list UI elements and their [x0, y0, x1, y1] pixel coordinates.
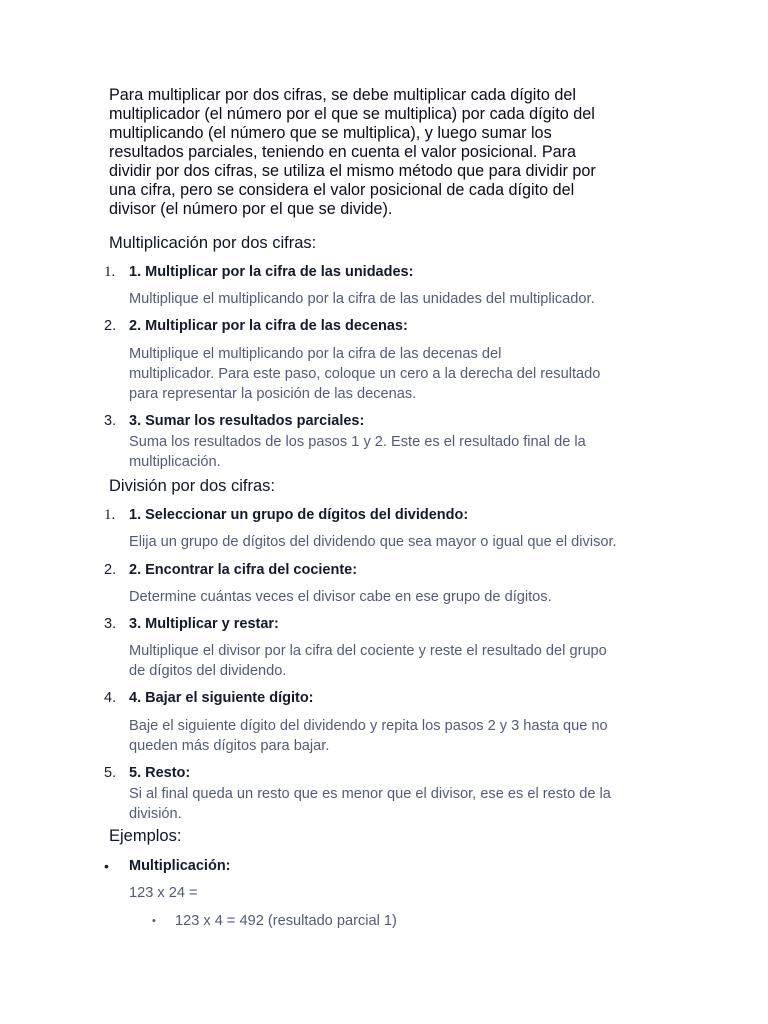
- step-title: 1. Multiplicar por la cifra de las unidades:: [129, 264, 414, 280]
- list-number: 3.: [104, 616, 117, 632]
- multiplication-heading: Multiplicación por dos cifras:: [109, 234, 317, 252]
- desc-line: Si al final queda un resto que es menor que el divisor, ese es el resto de la: [129, 786, 611, 802]
- step-description: [129, 641, 659, 681]
- step-title: 2. Encontrar la cifra del cociente:: [129, 562, 358, 578]
- step-title: 4. Bajar el siguiente dígito:: [129, 690, 314, 706]
- step-description: [129, 716, 659, 756]
- intro-line: multiplicador (el número por el que se multiplica) por cada dígito del: [109, 105, 595, 123]
- intro-line: dividir por dos cifras, se utiliza el mismo método que para dividir por: [109, 162, 596, 180]
- step-title: 3. Multiplicar y restar:: [129, 616, 279, 632]
- step-title: 5. Resto:: [129, 765, 191, 781]
- step-description: [129, 344, 659, 404]
- list-number: 4.: [104, 690, 117, 706]
- bullet-marker: •: [104, 858, 109, 874]
- desc-line: queden más dígitos para bajar.: [129, 738, 330, 754]
- intro-paragraph: [109, 86, 649, 219]
- desc-line: división.: [129, 806, 182, 822]
- list-number: 2.: [104, 318, 117, 334]
- desc-line: Baje el siguiente dígito del dividendo y repita los pasos 2 y 3 hasta que no: [129, 718, 608, 734]
- desc-line: Suma los resultados de los pasos 1 y 2. Este es el resultado final de la: [129, 434, 586, 450]
- intro-line: resultados parciales, teniendo en cuenta el valor posicional. Para: [109, 143, 577, 161]
- intro-line: multiplicando (el número que se multiplica), y luego sumar los: [109, 124, 552, 142]
- intro-line: divisor (el número por el que se divide).: [109, 200, 393, 218]
- step-description: [129, 784, 659, 824]
- list-number: 1.: [104, 264, 116, 280]
- list-number: 1.: [104, 507, 116, 523]
- desc-line: multiplicador. Para este paso, coloque un cero a la derecha del resultado: [129, 366, 601, 382]
- desc-line: de dígitos del dividendo.: [129, 663, 287, 679]
- desc-line: Multiplique el divisor por la cifra del cociente y reste el resultado del grupo: [129, 643, 607, 659]
- desc-line: Multiplique el multiplicando por la cifra de las decenas del: [129, 346, 502, 362]
- division-heading: División por dos cifras:: [109, 477, 275, 495]
- desc-line: Determine cuántas veces el divisor cabe en ese grupo de dígitos.: [129, 589, 552, 605]
- list-number: 5.: [104, 765, 117, 781]
- desc-line: para representar la posición de las decenas.: [129, 386, 417, 402]
- examples-heading: Ejemplos:: [109, 827, 182, 845]
- list-number: 2.: [104, 562, 117, 578]
- intro-line: Para multiplicar por dos cifras, se debe multiplicar cada dígito del: [109, 86, 576, 104]
- step-title: 1. Seleccionar un grupo de dígitos del dividendo:: [129, 507, 469, 523]
- step-title: 3. Sumar los resultados parciales:: [129, 413, 365, 429]
- intro-line: una cifra, pero se considera el valor posicional de cada dígito del: [109, 181, 575, 199]
- example-sub-item: 123 x 4 = 492 (resultado parcial 1): [175, 913, 397, 929]
- example-expression: 123 x 24 =: [129, 885, 198, 901]
- sub-bullet-marker: •: [152, 915, 156, 927]
- example-title: Multiplicación:: [129, 858, 231, 874]
- step-title: 2. Multiplicar por la cifra de las decenas:: [129, 318, 408, 334]
- desc-line: Multiplique el multiplicando por la cifra de las unidades del multiplicador.: [129, 291, 595, 307]
- step-description: [129, 289, 659, 309]
- step-description: [129, 432, 659, 472]
- step-description: [129, 587, 659, 607]
- step-description: [129, 532, 659, 552]
- desc-line: multiplicación.: [129, 454, 221, 470]
- list-number: 3.: [104, 413, 117, 429]
- desc-line: Elija un grupo de dígitos del dividendo que sea mayor o igual que el divisor.: [129, 534, 617, 550]
